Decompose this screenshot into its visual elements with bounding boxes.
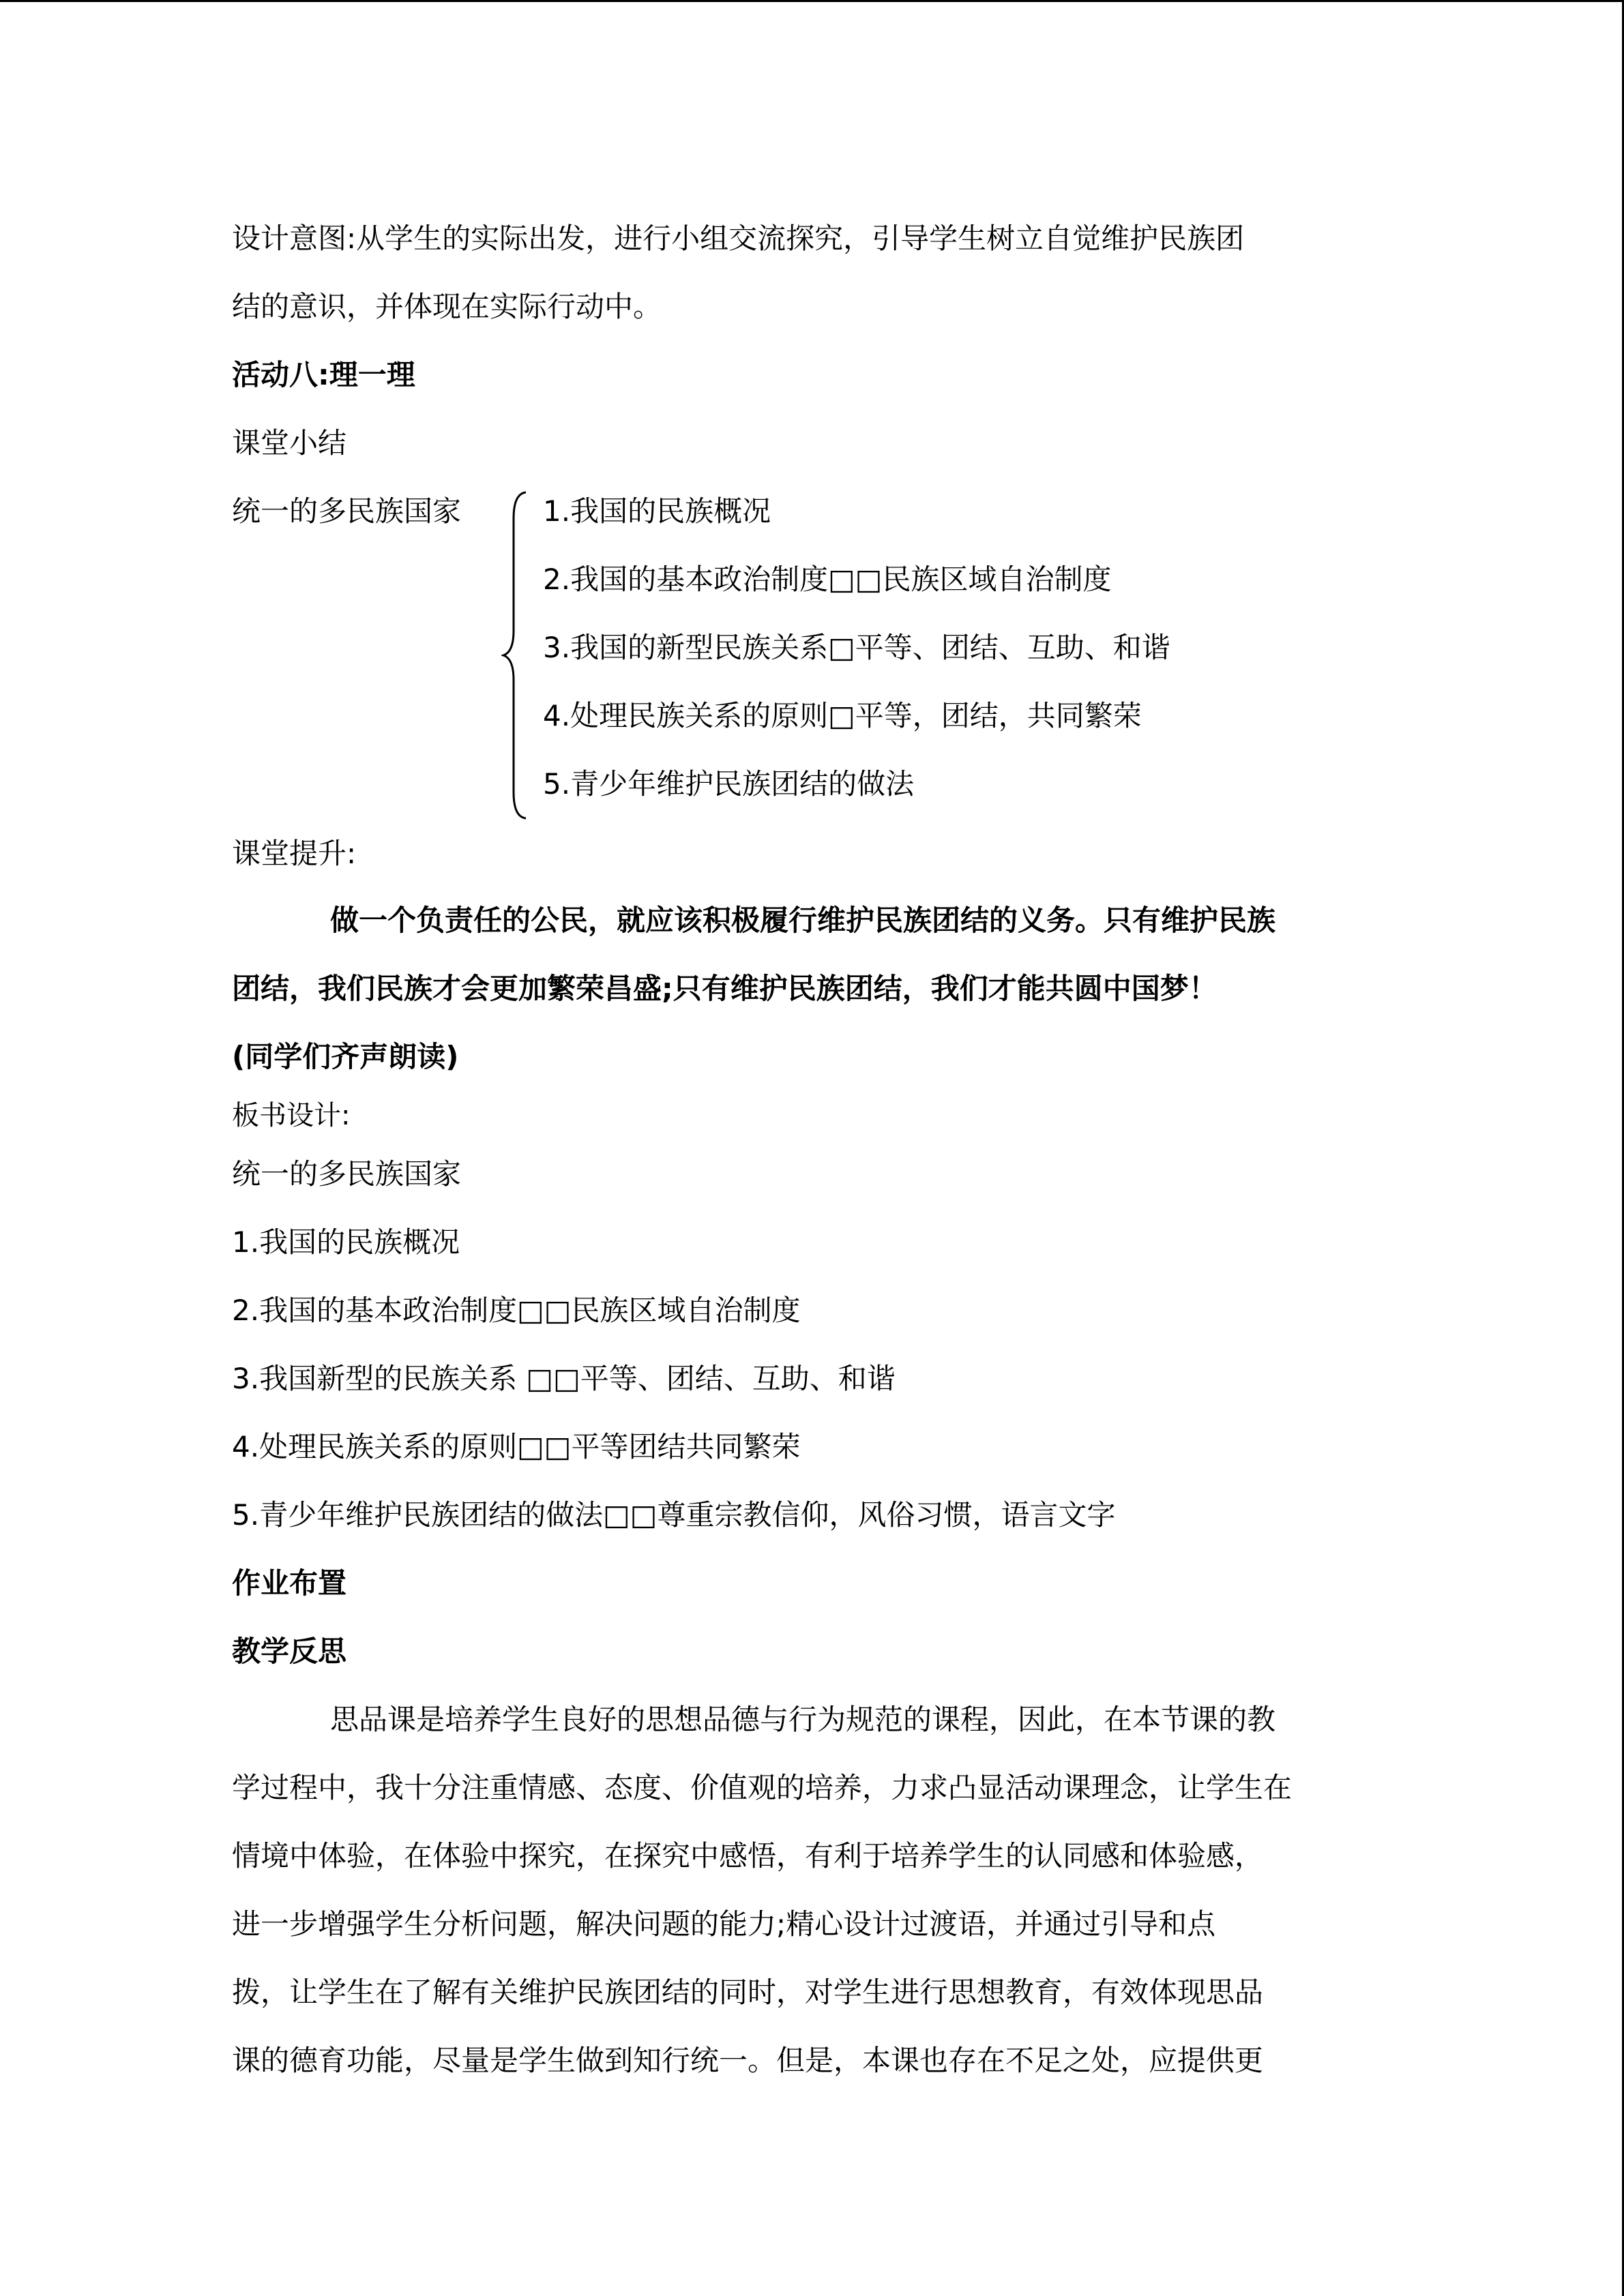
board-item-4: 4.处理民族关系的原则□□平等团结共同繁荣 [232, 1430, 801, 1463]
summary-item-3: 3.我国的新型民族关系□平等、团结、互助、和谐 [543, 631, 1170, 664]
class-improve-label: 课堂提升: [232, 837, 357, 870]
board-item-5: 5.青少年维护民族团结的做法□□尊重宗教信仰，风俗习惯，语言文字 [232, 1498, 1116, 1532]
class-summary-label: 课堂小结 [232, 426, 347, 460]
improve-text-line-2: 团结，我们民族才会更加繁荣昌盛;只有维护民族团结，我们才能共圆中国梦！ [232, 972, 1217, 1005]
board-item-1: 1.我国的民族概况 [232, 1225, 460, 1259]
activity-8-heading: 活动八:理一理 [232, 358, 415, 391]
improve-text-line-1: 做一个负责任的公民，就应该积极履行维护民族团结的义务。只有维护民族 [330, 904, 1276, 937]
reflection-line-1: 思品课是培养学生良好的思想品德与行为规范的课程，因此，在本节课的教 [330, 1703, 1276, 1736]
reflection-line-4: 进一步增强学生分析问题，解决问题的能力;精心设计过渡语，并通过引导和点 [232, 1907, 1216, 1941]
page-top-border [0, 0, 1624, 2]
reflection-line-5: 拨，让学生在了解有关维护民族团结的同时，对学生进行思想教育，有效体现思品 [232, 1976, 1264, 2009]
board-design-label: 板书设计: [232, 1100, 351, 1131]
read-aloud-note: (同学们齐声朗读) [232, 1040, 459, 1073]
curly-brace-icon [501, 491, 529, 820]
board-item-2: 2.我国的基本政治制度□□民族区域自治制度 [232, 1294, 801, 1327]
summary-item-5: 5.青少年维护民族团结的做法 [543, 767, 915, 801]
homework-heading: 作业布置 [232, 1566, 347, 1600]
board-root-topic: 统一的多民族国家 [232, 1157, 462, 1191]
summary-root-topic: 统一的多民族国家 [232, 494, 462, 528]
design-intent-line-2: 结的意识，并体现在实际行动中。 [232, 290, 662, 323]
reflection-line-2: 学过程中，我十分注重情感、态度、价值观的培养，力求凸显活动课理念，让学生在 [232, 1771, 1293, 1804]
board-item-3: 3.我国新型的民族关系 □□平等、团结、互助、和谐 [232, 1362, 896, 1395]
design-intent-line-1: 设计意图:从学生的实际出发，进行小组交流探究，引导学生树立自觉维护民族团 [232, 222, 1245, 255]
summary-item-1: 1.我国的民族概况 [543, 494, 771, 528]
summary-item-4: 4.处理民族关系的原则□平等，团结，共同繁荣 [543, 699, 1142, 732]
summary-item-2: 2.我国的基本政治制度□□民族区域自治制度 [543, 563, 1112, 596]
reflection-line-3: 情境中体验，在体验中探究，在探究中感悟，有利于培养学生的认同感和体验感， [232, 1839, 1264, 1873]
teaching-reflection-heading: 教学反思 [232, 1635, 347, 1668]
reflection-line-6: 课的德育功能，尽量是学生做到知行统一。但是，本课也存在不足之处，应提供更 [232, 2044, 1264, 2077]
